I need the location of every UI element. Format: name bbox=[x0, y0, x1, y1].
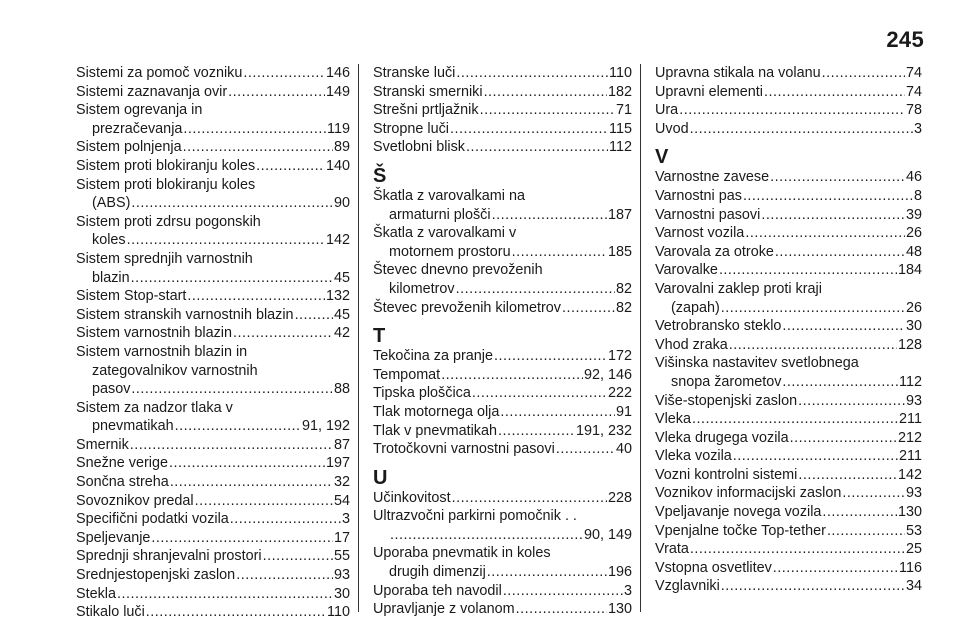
index-entry-label: Sistemi za pomoč vozniku bbox=[76, 65, 243, 81]
leader-dots bbox=[472, 384, 607, 403]
index-entry-page: 212 bbox=[897, 429, 922, 446]
leader-dots bbox=[761, 206, 905, 225]
index-entry-page: 211 bbox=[899, 448, 922, 465]
index-entry-page: 3 bbox=[623, 582, 632, 599]
index-entry bbox=[76, 585, 350, 604]
index-entry-page: 110 bbox=[609, 65, 632, 81]
index-entry-label: Uporaba teh navodil bbox=[373, 582, 502, 599]
index-entry-label: Trotočkovni varnostni pasovi bbox=[373, 441, 555, 458]
index-section-letter: T bbox=[373, 325, 386, 348]
index-entry-label: Vozni kontrolni sistemi bbox=[655, 466, 798, 483]
index-entry-label: prezračevanja bbox=[92, 120, 183, 137]
index-entry-label: Varovalke bbox=[655, 262, 718, 279]
index-entry-label: Tipska ploščica bbox=[373, 385, 471, 402]
leader-dots bbox=[175, 417, 301, 436]
index-entry-label: Više-stopenjski zaslon bbox=[655, 392, 798, 409]
index-entry-label: Vhod zraka bbox=[655, 336, 728, 353]
index-entry-page: 132 bbox=[325, 288, 350, 305]
index-entry bbox=[373, 120, 632, 139]
index-entry-label: (zapah) bbox=[671, 299, 720, 316]
leader-dots bbox=[782, 373, 898, 392]
page-number: 245 bbox=[886, 27, 924, 52]
index-entry-label: Upravni elementi bbox=[655, 83, 763, 100]
index-entry-page: 115 bbox=[609, 120, 632, 137]
leader-dots bbox=[187, 287, 325, 306]
leader-dots bbox=[782, 317, 905, 336]
index-entry bbox=[655, 577, 922, 596]
leader-dots bbox=[556, 440, 615, 459]
index-entry bbox=[373, 243, 632, 262]
index-column-2 bbox=[358, 64, 640, 618]
index-entry bbox=[76, 473, 350, 492]
index-entry-page: 93 bbox=[905, 392, 922, 409]
leader-dots bbox=[798, 392, 905, 411]
index-entry bbox=[655, 373, 922, 392]
leader-dots bbox=[183, 138, 333, 157]
index-entry bbox=[373, 582, 632, 601]
index-entry bbox=[655, 206, 922, 225]
leader-dots bbox=[228, 83, 325, 102]
leader-dots bbox=[798, 466, 897, 485]
leader-dots bbox=[131, 269, 333, 288]
index-entry-page: 3 bbox=[341, 511, 350, 528]
index-entry-label: motornem prostoru bbox=[389, 243, 511, 260]
index-entry-label: Voznikov informacijski zaslon bbox=[655, 485, 842, 502]
index-entry-heading: Sistem proti blokiranju koles bbox=[76, 176, 256, 193]
index-entry bbox=[373, 299, 632, 318]
index-entry bbox=[76, 566, 350, 585]
leader-dots bbox=[183, 120, 326, 139]
leader-dots bbox=[263, 547, 333, 566]
index-entry-page: 142 bbox=[325, 232, 350, 249]
index-column-1 bbox=[76, 64, 358, 621]
index-entry-label: (ABS) bbox=[92, 195, 131, 212]
index-entry bbox=[655, 410, 922, 429]
index-entry-label: drugih dimenzij bbox=[389, 564, 486, 581]
index-entry-label: Upravna stikala na volanu bbox=[655, 65, 821, 81]
index-entry bbox=[76, 231, 350, 250]
index-entry-page: 128 bbox=[897, 336, 922, 353]
leader-dots bbox=[679, 101, 905, 120]
leader-dots bbox=[484, 83, 607, 102]
leader-dots bbox=[233, 324, 333, 343]
index-entry-page: 222 bbox=[607, 385, 632, 402]
leader-dots bbox=[733, 447, 898, 466]
index-entry-page: 26 bbox=[905, 225, 922, 242]
index-entry-label: Sistem Stop-start bbox=[76, 288, 187, 305]
index-entry-page: 55 bbox=[333, 548, 350, 565]
index-entry-label: Strešni prtljažnik bbox=[373, 102, 479, 119]
index-entry bbox=[76, 380, 350, 399]
index-entry-label: Vleka bbox=[655, 411, 691, 428]
index-entry bbox=[76, 547, 350, 566]
index-entry-heading: Škatla z varovalkami na bbox=[373, 187, 525, 204]
index-entry-page: 93 bbox=[905, 485, 922, 502]
index-entry-page: 112 bbox=[899, 373, 922, 390]
index-entry bbox=[373, 489, 632, 508]
index-entry-page: 112 bbox=[609, 139, 632, 156]
index-entry-page: 8 bbox=[913, 187, 922, 204]
index-entry-page: 82 bbox=[615, 299, 632, 316]
index-entry-label: Srednjestopenjski zaslon bbox=[76, 567, 236, 584]
leader-dots bbox=[770, 168, 905, 187]
index-entry bbox=[655, 392, 922, 411]
index-section-letter: Š bbox=[373, 164, 387, 187]
index-entry-label: Učinkovitost bbox=[373, 489, 451, 506]
index-entry-page: 197 bbox=[325, 455, 350, 472]
leader-dots bbox=[466, 138, 608, 157]
leader-dots bbox=[131, 194, 333, 213]
index-entry-heading: Števec dnevno prevoženih bbox=[373, 262, 543, 279]
index-entry-page: 26 bbox=[905, 299, 922, 316]
index-entry-page: 228 bbox=[607, 489, 632, 506]
index-entry-page: 42 bbox=[333, 325, 350, 342]
leader-dots bbox=[146, 603, 326, 622]
index-entry bbox=[655, 243, 922, 262]
index-entry-page: 130 bbox=[897, 504, 922, 521]
index-entry bbox=[655, 559, 922, 578]
index-entry-label: Varnost vozila bbox=[655, 225, 745, 242]
index-entry bbox=[76, 324, 350, 343]
leader-dots bbox=[822, 64, 905, 83]
index-entry bbox=[373, 83, 632, 102]
index-entry-label: Sistem proti blokiranju koles bbox=[76, 157, 256, 174]
index-entry-heading: Sistem proti zdrsu pogonskih bbox=[76, 213, 261, 230]
index-entry bbox=[373, 440, 632, 459]
index-entry bbox=[655, 120, 922, 139]
leader-dots bbox=[775, 243, 905, 262]
index-entry-label: Speljevanje bbox=[76, 529, 151, 546]
index-entry bbox=[76, 194, 350, 213]
index-entry bbox=[76, 510, 350, 529]
leader-dots bbox=[130, 436, 333, 455]
leader-dots bbox=[745, 224, 905, 243]
leader-dots bbox=[498, 422, 575, 441]
index-entry bbox=[655, 466, 922, 485]
index-entry-page: 46 bbox=[905, 169, 922, 186]
index-entry bbox=[76, 269, 350, 288]
leader-dots bbox=[243, 64, 325, 83]
leader-dots bbox=[450, 120, 608, 139]
index-entry-label: kilometrov bbox=[389, 280, 455, 297]
index-entry-page: 90, 149 bbox=[583, 526, 632, 543]
index-entry-label: Sistem polnjenja bbox=[76, 139, 182, 156]
index-entry-label: Vpeljavanje novega vozila bbox=[655, 504, 822, 521]
index-entry-page: 74 bbox=[905, 65, 922, 81]
leader-dots bbox=[256, 157, 325, 176]
index-entry bbox=[76, 603, 350, 622]
index-section-letter: U bbox=[373, 466, 388, 489]
index-entry-label: Varnostni pasovi bbox=[655, 206, 761, 223]
index-entry-label: Specifični podatki vozila bbox=[76, 511, 229, 528]
index-entry-label: Stranske luči bbox=[373, 65, 456, 81]
leader-dots bbox=[790, 429, 897, 448]
leader-dots bbox=[390, 526, 583, 545]
leader-dots bbox=[170, 473, 333, 492]
leader-dots bbox=[692, 410, 898, 429]
index-entry-page: 25 bbox=[905, 541, 922, 558]
index-entry bbox=[373, 366, 632, 385]
index-entry-page: 211 bbox=[899, 411, 922, 428]
index-entry bbox=[373, 384, 632, 403]
index-entry bbox=[373, 600, 632, 619]
index-entry-page: 48 bbox=[905, 243, 922, 260]
leader-dots bbox=[690, 540, 905, 559]
leader-dots bbox=[131, 380, 333, 399]
index-entry-label: Stekla bbox=[76, 585, 116, 602]
index-entry-label: Števec prevoženih kilometrov bbox=[373, 299, 561, 316]
index-entry-page: 30 bbox=[333, 585, 350, 602]
leader-dots bbox=[503, 582, 623, 601]
index-entry-label: Varnostni pas bbox=[655, 187, 742, 204]
index-entry bbox=[655, 168, 922, 187]
leader-dots bbox=[729, 336, 897, 355]
index-entry-label: pnevmatikah bbox=[92, 418, 174, 435]
index-entry-page: 3 bbox=[913, 120, 922, 137]
index-entry bbox=[76, 436, 350, 455]
index-entry-page: 40 bbox=[615, 441, 632, 458]
index-entry-heading: Višinska nastavitev svetlobnega bbox=[655, 355, 859, 372]
index-entry-heading: Sistem ogrevanja in bbox=[76, 102, 203, 119]
index-entry-label: Varovala za otroke bbox=[655, 243, 774, 260]
index-entry-page: 17 bbox=[333, 529, 350, 546]
index-entry bbox=[655, 187, 922, 206]
index-entry bbox=[655, 522, 922, 541]
index-entry-page: 110 bbox=[327, 604, 350, 621]
index-entry-label: Uvod bbox=[655, 120, 689, 137]
index-entry-label: Vetrobransko steklo bbox=[655, 318, 782, 335]
index-entry-label: Sončna streha bbox=[76, 474, 169, 491]
index-entry-label: Vzglavniki bbox=[655, 578, 720, 595]
index-entry-page: 88 bbox=[333, 381, 350, 398]
index-entry-page: 130 bbox=[607, 601, 632, 618]
index-entry bbox=[76, 417, 350, 436]
index-entry-heading: Uporaba pnevmatik in koles bbox=[373, 545, 551, 562]
index-entry-page: 34 bbox=[905, 578, 922, 595]
index-entry-page: 91, 192 bbox=[301, 418, 350, 435]
index-entry-label: Sistem stranskih varnostnih blazin bbox=[76, 306, 294, 323]
index-entry-page: 87 bbox=[333, 436, 350, 453]
leader-dots bbox=[480, 101, 615, 120]
index-entry-heading: Ultrazvočni parkirni pomočnik . . bbox=[373, 508, 577, 525]
index-column-3 bbox=[640, 64, 922, 612]
index-entry-page: 172 bbox=[607, 348, 632, 365]
index-entry-page: 182 bbox=[607, 83, 632, 100]
index-entry-page: 142 bbox=[897, 466, 922, 483]
index-entry bbox=[76, 492, 350, 511]
index-entry-page: 140 bbox=[325, 157, 350, 174]
index-entry-label: pasov bbox=[92, 381, 131, 398]
index-entry-page: 116 bbox=[899, 559, 922, 576]
index-entry bbox=[655, 429, 922, 448]
index-entry-label: armaturni plošči bbox=[389, 206, 491, 223]
index-entry bbox=[373, 280, 632, 299]
index-entry-heading: Sistem za nadzor tlaka v bbox=[76, 399, 233, 416]
index-entry bbox=[655, 503, 922, 522]
index-entry bbox=[373, 422, 632, 441]
index-entry bbox=[76, 83, 350, 102]
index-entry-label: Sistem varnostnih blazin bbox=[76, 325, 232, 342]
leader-dots bbox=[690, 120, 913, 139]
index-entry-label: Upravljanje z volanom bbox=[373, 601, 515, 618]
index-entry bbox=[373, 101, 632, 120]
index-entry-page: 119 bbox=[327, 120, 350, 137]
leader-dots bbox=[512, 243, 607, 262]
index-entry bbox=[76, 157, 350, 176]
index-entry-label: Svetlobni blisk bbox=[373, 139, 465, 156]
leader-dots bbox=[721, 577, 905, 596]
index-entry-page: 184 bbox=[897, 262, 922, 279]
index-entry-label: Vleka vozila bbox=[655, 448, 732, 465]
leader-dots bbox=[456, 64, 608, 83]
index-entry-label: Varnostne zavese bbox=[655, 169, 770, 186]
index-entry-page: 54 bbox=[333, 492, 350, 509]
index-entry bbox=[373, 347, 632, 366]
index-entry-page: 82 bbox=[615, 280, 632, 297]
index-entry bbox=[655, 261, 922, 280]
index-entry-heading: Sistem sprednjih varnostnih bbox=[76, 250, 253, 267]
index-entry bbox=[76, 306, 350, 325]
index-entry-label: Ura bbox=[655, 102, 679, 119]
leader-dots bbox=[230, 510, 341, 529]
leader-dots bbox=[492, 206, 607, 225]
index-entry bbox=[655, 101, 922, 120]
leader-dots bbox=[516, 600, 607, 619]
index-entry bbox=[76, 138, 350, 157]
index-entry bbox=[655, 484, 922, 503]
index-entry bbox=[373, 563, 632, 582]
index-entry-label: Tlak v pnevmatikah bbox=[373, 422, 497, 439]
index-entry-label: Sistemi zaznavanja ovir bbox=[76, 83, 228, 100]
leader-dots bbox=[117, 585, 333, 604]
index-entry-page: 92, 146 bbox=[583, 366, 632, 383]
index-entry-heading: Varovalni zaklep proti kraji bbox=[655, 280, 822, 297]
leader-dots bbox=[721, 299, 905, 318]
index-entry bbox=[655, 317, 922, 336]
index-entry-page: 196 bbox=[607, 564, 632, 581]
index-entry bbox=[655, 299, 922, 318]
index-entry-label: Vstopna osvetlitev bbox=[655, 559, 772, 576]
leader-dots bbox=[295, 306, 333, 325]
index-entry bbox=[76, 287, 350, 306]
index-entry-label: Tempomat bbox=[373, 366, 441, 383]
index-entry-label: Vleka drugega vozila bbox=[655, 429, 789, 446]
index-entry bbox=[655, 540, 922, 559]
index-entry-heading: zategovalnikov varnostnih bbox=[92, 362, 258, 379]
index-entry bbox=[373, 526, 632, 545]
leader-dots bbox=[764, 83, 905, 102]
leader-dots bbox=[127, 231, 325, 250]
leader-dots bbox=[494, 347, 607, 366]
index-entry-page: 30 bbox=[905, 318, 922, 335]
index-entry-page: 45 bbox=[333, 306, 350, 323]
index-entry-page: 74 bbox=[905, 83, 922, 100]
index-entry-label: Stikalo luči bbox=[76, 604, 145, 621]
leader-dots bbox=[719, 261, 897, 280]
leader-dots bbox=[562, 299, 615, 318]
leader-dots bbox=[441, 366, 583, 385]
index-entry bbox=[76, 529, 350, 548]
index-entry-heading: Škatla z varovalkami v bbox=[373, 225, 517, 242]
leader-dots bbox=[842, 484, 905, 503]
index-entry-label: Snežne verige bbox=[76, 455, 169, 472]
index-entry-label: blazin bbox=[92, 269, 130, 286]
index-entry-label: Stranski smerniki bbox=[373, 83, 483, 100]
leader-dots bbox=[456, 280, 615, 299]
leader-dots bbox=[827, 522, 905, 541]
index-entry-label: Sovoznikov predal bbox=[76, 492, 194, 509]
index-entry bbox=[373, 206, 632, 225]
index-entry-page: 53 bbox=[905, 522, 922, 539]
leader-dots bbox=[487, 563, 607, 582]
index-entry-page: 32 bbox=[333, 474, 350, 491]
leader-dots bbox=[236, 566, 333, 585]
index-entry-label: Vpenjalne točke Top-tether bbox=[655, 522, 826, 539]
index-entry-page: 93 bbox=[333, 567, 350, 584]
leader-dots bbox=[743, 187, 913, 206]
index-entry-page: 90 bbox=[333, 195, 350, 212]
index-entry-label: koles bbox=[92, 232, 126, 249]
index-entry-label: Tlak motornega olja bbox=[373, 403, 500, 420]
index-entry-label: Smernik bbox=[76, 436, 129, 453]
index-entry-heading: Sistem varnostnih blazin in bbox=[76, 343, 248, 360]
index-entry-page: 78 bbox=[905, 102, 922, 119]
index-entry-page: 187 bbox=[607, 206, 632, 223]
index-entry bbox=[373, 403, 632, 422]
index-entry-page: 39 bbox=[905, 206, 922, 223]
index-entry-label: Stropne luči bbox=[373, 120, 449, 137]
index-entry bbox=[76, 64, 350, 83]
index-columns bbox=[76, 64, 924, 621]
index-entry bbox=[655, 224, 922, 243]
index-entry-page: 45 bbox=[333, 269, 350, 286]
index-entry-label: Sprednji shranjevalni prostori bbox=[76, 548, 262, 565]
index-entry-page: 149 bbox=[325, 83, 350, 100]
leader-dots bbox=[500, 403, 615, 422]
leader-dots bbox=[452, 489, 607, 508]
index-entry bbox=[655, 336, 922, 355]
index-entry-page: 146 bbox=[325, 65, 350, 81]
index-entry bbox=[655, 447, 922, 466]
index-section-letter: V bbox=[655, 146, 669, 169]
leader-dots bbox=[195, 492, 333, 511]
index-entry bbox=[76, 120, 350, 139]
index-entry bbox=[76, 454, 350, 473]
index-entry-page: 71 bbox=[615, 102, 632, 119]
index-entry-page: 89 bbox=[333, 139, 350, 156]
index-entry bbox=[655, 83, 922, 102]
index-entry-page: 191, 232 bbox=[575, 422, 632, 439]
index-entry-label: snopa žarometov bbox=[671, 373, 782, 390]
leader-dots bbox=[773, 559, 898, 578]
index-entry-page: 185 bbox=[607, 243, 632, 260]
leader-dots bbox=[151, 529, 333, 548]
leader-dots bbox=[169, 454, 325, 473]
leader-dots bbox=[822, 503, 897, 522]
index-entry-label: Vrata bbox=[655, 541, 689, 558]
index-entry-label: Tekočina za pranje bbox=[373, 348, 493, 365]
index-entry bbox=[655, 64, 922, 83]
index-entry bbox=[373, 64, 632, 83]
index-entry-page: 91 bbox=[615, 403, 632, 420]
index-entry bbox=[373, 138, 632, 157]
